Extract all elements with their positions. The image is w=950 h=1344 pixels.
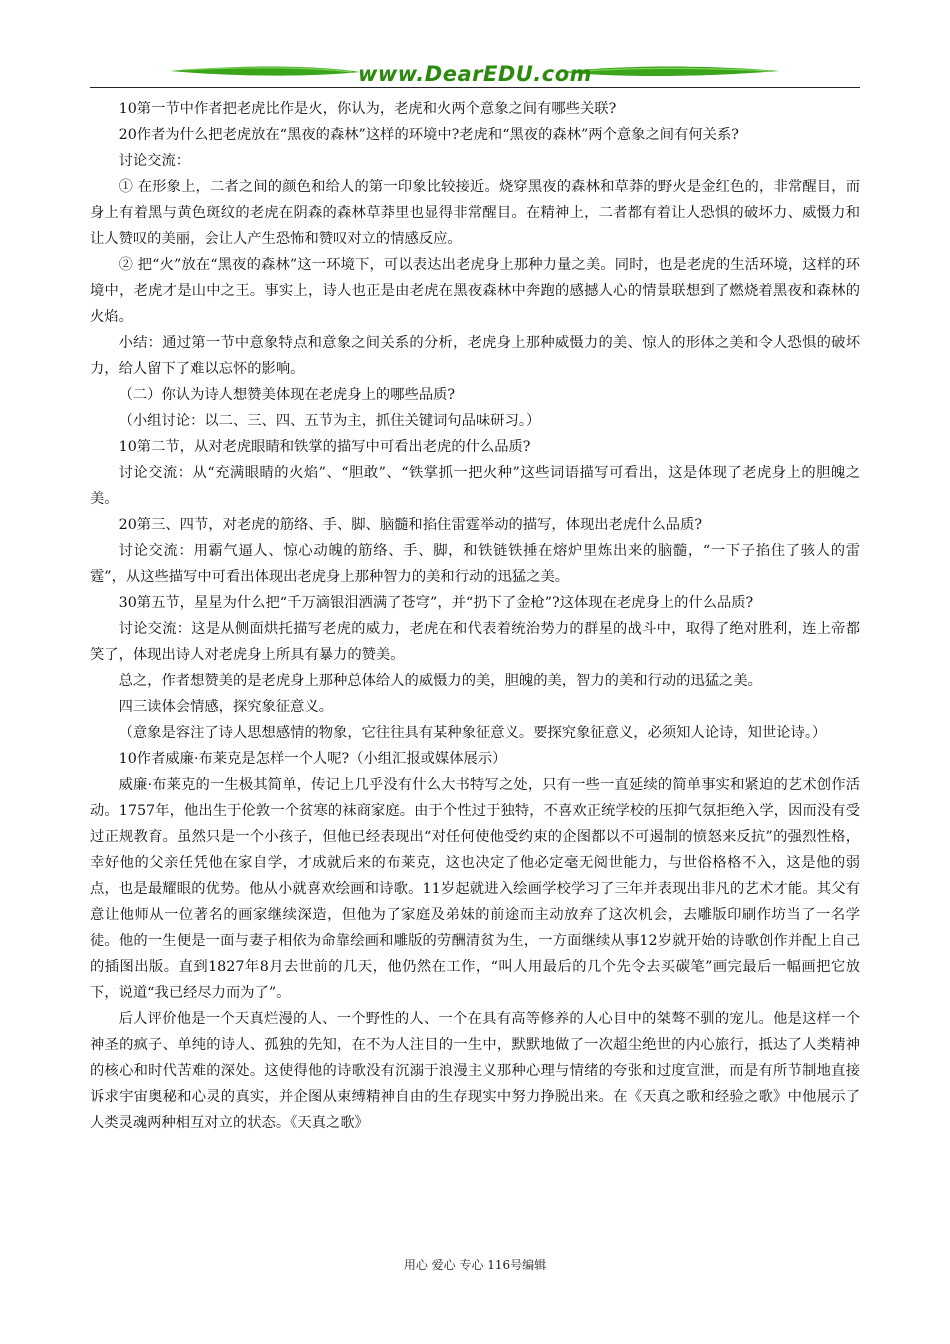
paragraph: 讨论交流： [118, 153, 191, 169]
paragraph: 20作者为什么把老虎放在“黑夜的森林”这样的环境中?老虎和“黑夜的森林”两个意象之间有何关系? [118, 127, 739, 143]
paragraph: 讨论交流：这是从侧面烘托描写老虎的威力，老虎在和代表着统治势力的群星的战斗中，取得了绝对胜利，连上帝都笑了，体现出诗人对老虎身上所具有暴力的赞美。 [90, 621, 860, 663]
paragraph: 10作者威廉·布莱克是怎样一个人呢?（小组汇报或媒体展示） [118, 751, 507, 767]
paragraph: 小结：通过第一节中意象特点和意象之间关系的分析，老虎身上那种威慑力的美、惊人的形体之美和令人恐惧的破坏力，给人留下了难以忘怀的影响。 [90, 335, 860, 377]
paragraph: 威廉·布莱克的一生极其简单，传记上几乎没有什么大书特写之处，只有一些一直延续的简单事实和紧迫的艺术创作活动。1757年，他出生于伦敦一个贫寒的袜商家庭。由于个性过于独特，不喜欢正统学校的压抑气氛拒绝入学，因而没有受过正规教育。虽然只是一个小孩子，但他已经表现出“对任何使他受约束的企图都以不可遏制的愤怒来反抗”的强烈性格，幸好他的父亲任凭他在家自学，才成就后来的布莱克，这也决定了他必定毫无阅世能力，与世俗格格不入，这是他的弱点，也是最耀眼的优势。他从小就喜欢绘画和诗歌。11岁起就进入绘画学校学习了三年并表现出非凡的艺术才能。其父有意让他师从一位著名的画家继续深造，但他为了家庭及弟妹的前途而主动放弃了这次机会，去雕版印刷作坊当了一名学徒。他的一生便是一面与妻子相依为命靠绘画和雕版的劳酬清贫为生，一方面继续从事12岁就开始的诗歌创作并配上自己的插图出版。直到1827年8月去世前的几天，他仍然在工作，“叫人用最后的几个先令去买碳笔”画完最后一幅画把它放下，说道“我已经尽力而为了”。 [90, 777, 860, 1001]
site-header-logo [90, 58, 860, 90]
paragraph: 20第三、四节，对老虎的筋络、手、脚、脑髓和掐住雷霆举动的描写，体现出老虎什么品质? [118, 517, 703, 533]
paragraph: 讨论交流：从“充满眼睛的火焰”、“胆敢”、“铁掌抓一把火种”这些词语描写可看出，这是体现了老虎身上的胆魄之美。 [90, 465, 860, 507]
paragraph: 10第一节中作者把老虎比作是火，你认为，老虎和火两个意象之间有哪些关联? [118, 101, 617, 117]
site-logo-text: www.DearEDU.com [357, 62, 593, 86]
page-footer: 用心 爱心 专心 116号编辑 [403, 1258, 547, 1272]
paragraph: 四三读体会情感，探究象征意义。 [118, 699, 334, 715]
paragraph: 30第五节，星星为什么把“千万滴银泪洒满了苍穹”，并“扔下了金枪”?这体现在老虎身上的什么品质? [118, 595, 754, 611]
paragraph: 后人评价他是一个天真烂漫的人、一个野性的人、一个在具有高等修养的人心目中的桀骜不驯的宠儿。他是这样一个神圣的疯子、单纯的诗人、孤独的先知，在不为人注目的一生中，默默地做了一次超尘绝世的内心旅行，抵达了人类精神的核心和时代苦难的深处。这使得他的诗歌没有沉溺于浪漫主义那种心理与情绪的夸张和过度宣泄，而是有所节制地直接诉求宇宙奥秘和心灵的真实，并企图从束缚精神自由的生存现实中努力挣脱出来。在《天真之歌和经验之歌》中他展示了人类灵魂两种相互对立的状态。《天真之歌》 [90, 1011, 860, 1131]
paragraph: （二）你认为诗人想赞美体现在老虎身上的哪些品质? [118, 387, 456, 403]
paragraph: ② 把“火”放在“黑夜的森林”这一环境下，可以表达出老虎身上那种力量之美。同时，也是老虎的生活环境，这样的环境中，老虎才是山中之王。事实上，诗人也正是由老虎在黑夜森林中奔跑的感撼人心的情景联想到了燃烧着黑夜和森林的火焰。 [90, 257, 860, 325]
document-body [90, 96, 860, 1136]
paragraph: ① 在形象上，二者之间的颜色和给人的第一印象比较接近。烧穿黑夜的森林和草莽的野火是金红色的，非常醒目，而身上有着黑与黄色斑纹的老虎在阴森的森林草莽里也显得非常醒目。在精神上，二者都有着让人恐惧的破坏力、威慑力和让人赞叹的美丽，会让人产生恐怖和赞叹对立的情感反应。 [90, 179, 860, 247]
paragraph: （意象是容注了诗人思想感情的物象，它往往具有某种象征意义。要探究象征意义，必须知人论诗，知世论诗。） [118, 725, 827, 741]
paragraph: （小组讨论：以二、三、四、五节为主，抓住关键词句品味研习。） [118, 413, 541, 429]
header-rule [90, 87, 860, 88]
paragraph: 讨论交流：用霸气逼人、惊心动魄的筋络、手、脚，和铁链铁捶在熔炉里炼出来的脑髓，“一下子掐住了骇人的雷霆”，从这些描写中可看出体现出老虎身上那种智力的美和行动的迅猛之美。 [90, 543, 860, 585]
paragraph: 10第二节，从对老虎眼睛和铁掌的描写中可看出老虎的什么品质? [118, 439, 531, 455]
paragraph: 总之，作者想赞美的是老虎身上那种总体给人的威慑力的美，胆魄的美，智力的美和行动的迅猛之美。 [118, 673, 762, 689]
